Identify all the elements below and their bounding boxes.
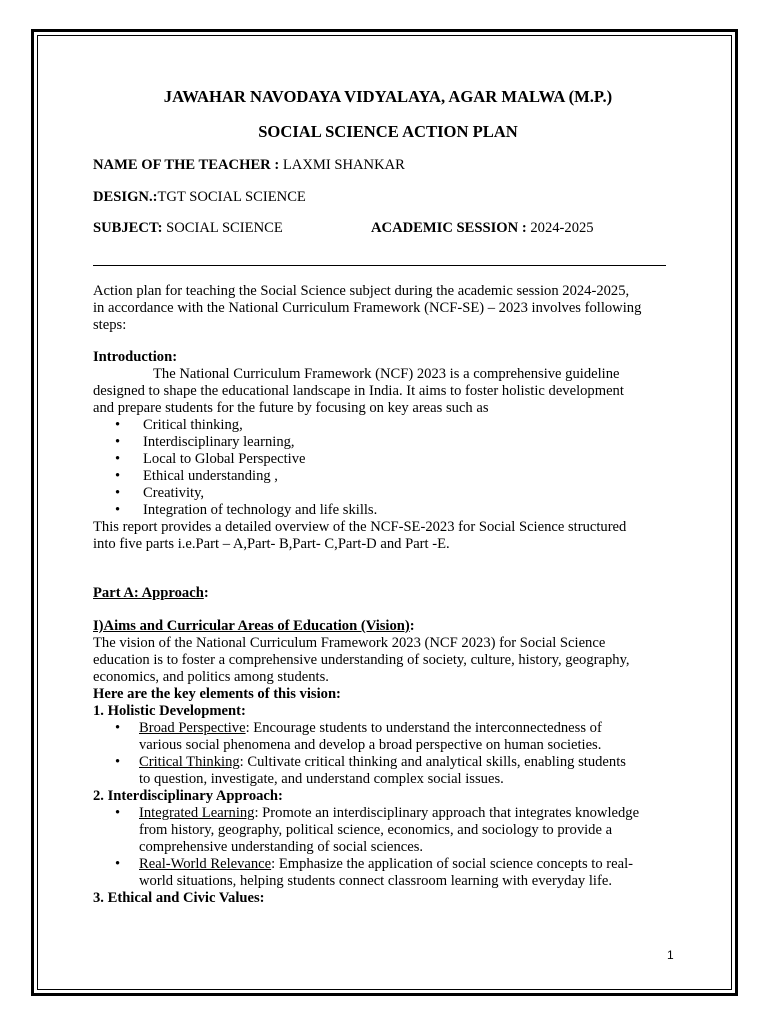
subject-line bbox=[93, 220, 283, 237]
list-item: • Interdisciplinary learning, bbox=[115, 434, 295, 450]
session-value: 2024-2025 bbox=[526, 220, 594, 236]
text-line: and prepare students for the future by focusing on key areas such as bbox=[93, 400, 489, 416]
school-name: JAWAHAR NAVODAYA VIDYALAYA, AGAR MALWA (M.P.) bbox=[163, 87, 613, 106]
list-item: • Broad Perspective: Encourage students to understand the interconnectedness of various social phenomena and develop a broad perspective on human societies. bbox=[115, 720, 602, 753]
bullet-icon: • bbox=[115, 856, 121, 872]
designation-label: DESIGN.: bbox=[93, 189, 158, 205]
teacher-value: LAXMI SHANKAR bbox=[279, 157, 405, 173]
text-line: steps: bbox=[93, 317, 127, 333]
designation-value: TGT SOCIAL SCIENCE bbox=[157, 189, 306, 205]
list-item: • Ethical understanding , bbox=[115, 468, 278, 484]
teacher-label: NAME OF THE TEACHER : bbox=[93, 157, 280, 173]
introduction-section bbox=[93, 349, 683, 553]
subject-value: SOCIAL SCIENCE bbox=[162, 220, 283, 236]
ethical-civic-heading: 3. Ethical and Civic Values: bbox=[93, 890, 265, 906]
part-a-heading: Part A: Approach: bbox=[93, 585, 209, 601]
bullet-icon: • bbox=[115, 805, 121, 821]
bullet-icon: • bbox=[115, 502, 121, 518]
bullet-icon: • bbox=[115, 754, 121, 770]
document-title: SOCIAL SCIENCE ACTION PLAN bbox=[258, 122, 518, 141]
list-item: • Local to Global Perspective bbox=[115, 451, 306, 467]
key-elements-heading: Here are the key elements of this vision: bbox=[93, 686, 341, 702]
list-item: • Integration of technology and life skills. bbox=[115, 502, 378, 518]
bullet-icon: • bbox=[115, 485, 121, 501]
holistic-development-heading: 1. Holistic Development: bbox=[93, 703, 246, 719]
text-line: The vision of the National Curriculum Framework 2023 (NCF 2023) for Social Science bbox=[93, 635, 606, 651]
designation-line bbox=[93, 189, 306, 206]
session-label: ACADEMIC SESSION : bbox=[371, 220, 527, 236]
interdisciplinary-heading: 2. Interdisciplinary Approach: bbox=[93, 788, 283, 804]
bullet-icon: • bbox=[115, 434, 121, 450]
intro-paragraph bbox=[93, 283, 683, 334]
bullet-icon: • bbox=[115, 468, 121, 484]
text-line: education is to foster a comprehensive understanding of society, culture, history, geography, bbox=[93, 652, 630, 668]
text-line: This report provides a detailed overview of the NCF-SE-2023 for Social Science structured bbox=[93, 519, 627, 535]
horizontal-divider bbox=[93, 265, 666, 266]
list-item: • Critical thinking, bbox=[115, 417, 243, 433]
bullet-icon: • bbox=[115, 417, 121, 433]
list-item: • Creativity, bbox=[115, 485, 205, 501]
list-item: • Critical Thinking: Cultivate critical thinking and analytical skills, enabling students to question, investigate, and understand complex social issues. bbox=[115, 754, 626, 787]
part-a-title: Part A: Approach bbox=[93, 585, 204, 601]
text-line: designed to shape the educational landscape in India. It aims to foster holistic development bbox=[93, 383, 624, 399]
vision-section bbox=[93, 618, 683, 907]
text-line: in accordance with the National Curriculum Framework (NCF-SE) – 2023 involves following bbox=[93, 300, 642, 316]
teacher-line bbox=[93, 157, 405, 174]
text-line: into five parts i.e.Part – A,Part- B,Part- C,Part-D and Part -E. bbox=[93, 536, 450, 552]
session-line bbox=[371, 220, 594, 237]
text-line: economics, and politics among students. bbox=[93, 669, 329, 685]
list-item: • Real-World Relevance: Emphasize the application of social science concepts to real- world situations, helping students connect classroom learning with everyday life. bbox=[115, 856, 633, 889]
bullet-icon: • bbox=[115, 720, 121, 736]
vision-heading: I)Aims and Curricular Areas of Education (Vision): bbox=[93, 618, 415, 634]
list-item: • Integrated Learning: Promote an interdisciplinary approach that integrates knowledge from history, geography, political science, economics, and sociology to provide a comprehensive understanding of social sciences. bbox=[115, 805, 640, 855]
text-line: The National Curriculum Framework (NCF) 2023 is a comprehensive guideline bbox=[153, 366, 620, 382]
subject-label: SUBJECT: bbox=[93, 220, 163, 236]
bullet-icon: • bbox=[115, 451, 121, 467]
text-line: Action plan for teaching the Social Science subject during the academic session 2024-2025, bbox=[93, 283, 630, 299]
page-number: 1 bbox=[667, 948, 674, 962]
introduction-heading: Introduction: bbox=[93, 349, 178, 365]
